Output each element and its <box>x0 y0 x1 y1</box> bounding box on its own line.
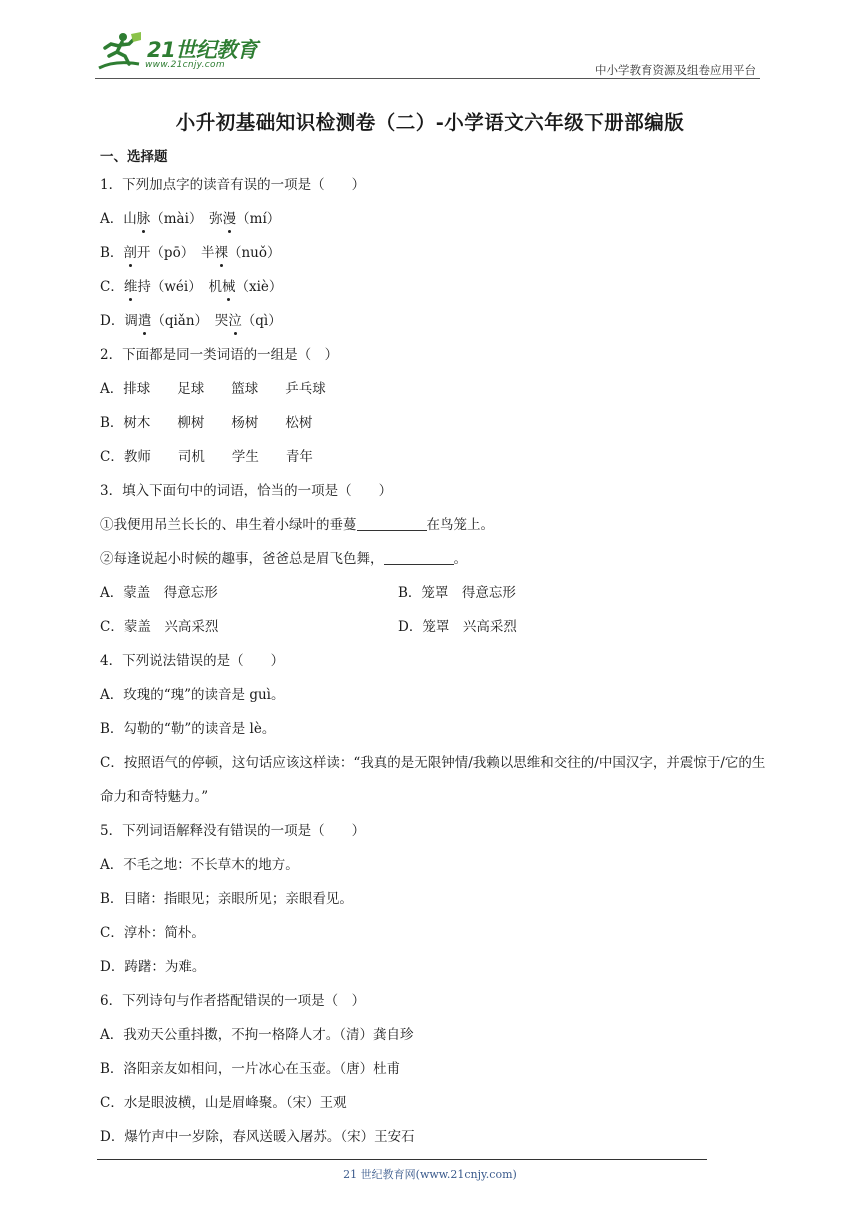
header-divider <box>95 78 760 79</box>
question-4-option-a: A．玫瑰的“瑰”的读音是 guì。 <box>100 687 285 703</box>
question-6-stem: 6．下列诗句与作者搭配错误的一项是（ ） <box>100 993 366 1009</box>
question-4-option-b: B．勾勒的“勒”的读音是 lè。 <box>100 721 276 737</box>
page-footer: 21 世纪教育网(www.21cnjy.com) <box>343 1168 517 1181</box>
question-3-option-d: D．笼罩 兴高采烈 <box>398 619 517 635</box>
footer-divider <box>97 1159 707 1160</box>
question-1-option-a: A．山脉（mài） 弥漫（mí） <box>100 202 768 236</box>
question-3-option-b: B．笼罩 得意忘形 <box>398 585 516 601</box>
answer-blank <box>357 515 427 531</box>
question-3-option-a: A．蒙盖 得意忘形 <box>100 585 218 601</box>
runner-logo-icon <box>95 30 145 74</box>
question-5-option-a: A．不毛之地：不长草木的地方。 <box>100 857 299 873</box>
question-3-sentence-1: ①我便用吊兰长长的、串生着小绿叶的垂蔓 在鸟笼上。 <box>100 517 494 533</box>
question-3-options-row-2 <box>100 610 768 644</box>
answer-blank <box>384 549 454 565</box>
question-6-option-b: B．洛阳亲友如相问，一片冰心在玉壶。（唐）杜甫 <box>100 1061 401 1077</box>
question-1-option-c: C．维持（wéi） 机械（xiè） <box>100 270 768 304</box>
question-1-stem: 1．下列加点字的读音有误的一项是（ ） <box>100 177 366 193</box>
question-1-option-d: D．调遣（qiǎn） 哭泣（qì） <box>100 304 768 338</box>
question-5-option-b: B．目睹：指眼见；亲眼所见；亲眼看见。 <box>100 891 353 907</box>
question-1-option-b: B．剖开（pō） 半裸（nuǒ） <box>100 236 768 270</box>
question-2-option-a: A．排球 足球 篮球 乒乓球 <box>100 381 326 397</box>
logo-text: 21世纪教育 <box>147 38 258 62</box>
question-3-sentence-2: ②每逢说起小时候的趣事，爸爸总是眉飞色舞， 。 <box>100 551 467 567</box>
question-6-option-d: D．爆竹声中一岁除，春风送暖入屠苏。（宋）王安石 <box>100 1129 415 1145</box>
question-6-option-a: A．我劝天公重抖擞，不拘一格降人才。（清）龚自珍 <box>100 1027 414 1043</box>
logo <box>95 30 265 76</box>
question-4-option-c: C．按照语气的停顿，这句话应该这样读：“我真的是无限钟情/我赖以思维和交往的/中国汉字，并震惊于/它的生命力和奇特魅力。” <box>100 755 766 805</box>
question-4-stem: 4．下列说法错误的是（ ） <box>100 653 285 669</box>
question-3-stem: 3．填入下面句中的词语，恰当的一项是（ ） <box>100 483 393 499</box>
question-6-option-c: C．水是眼波横，山是眉峰聚。（宋）王观 <box>100 1095 347 1111</box>
question-5-option-d: D．踌躇：为难。 <box>100 959 206 975</box>
section-heading: 一、选择题 <box>100 149 168 165</box>
page-title: 小升初基础知识检测卷（二）-小学语文六年级下册部编版 <box>175 111 685 134</box>
question-2-stem: 2．下面都是同一类词语的一组是（ ） <box>100 347 339 363</box>
question-3-options-row-1 <box>100 576 768 610</box>
question-2-option-c: C．教师 司机 学生 青年 <box>100 449 313 465</box>
logo-url: www.21cnjy.com <box>145 60 225 70</box>
exam-content <box>100 146 768 1154</box>
question-3-option-c: C．蒙盖 兴高采烈 <box>100 619 219 635</box>
question-5-option-c: C．淳朴：简朴。 <box>100 925 205 941</box>
question-2-option-b: B．树木 柳树 杨树 松树 <box>100 415 313 431</box>
platform-name: 中小学教育资源及组卷应用平台 <box>595 63 756 77</box>
page-header <box>95 30 760 80</box>
question-5-stem: 5．下列词语解释没有错误的一项是（ ） <box>100 823 366 839</box>
